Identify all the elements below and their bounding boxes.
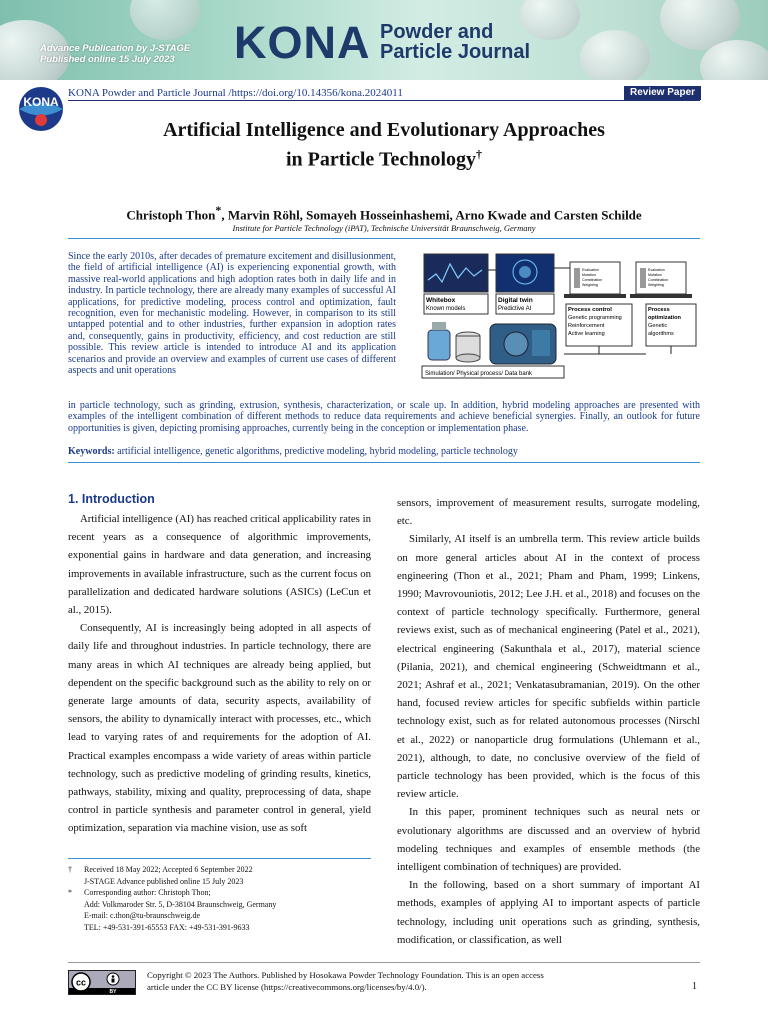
copyright-notice: Copyright © 2023 The Authors. Published by Hosokawa Powder Technology Foundation. This is an open access article under the CC BY license (https://creativecommons.org/licenses/by/4.0/).	[147, 970, 544, 992]
column-left	[68, 510, 371, 838]
paragraph: Similarly, AI itself is an umbrella term. This review article builds on more general articles about AI in the context of process engineering (Thon et al., 2021; Pham and Pham, 1999; Linkens, 1990; Mavrovouniotis, 2012; Lee J.H. et al., 2018) and focuses on the context of particle technology specifically. Furthermore, general reviews exist, such as of mechanical engineering (Patel et al., 2021), electrical engineering (Sakunthala et al., 2017), material science (Pilania, 2021), and chemical engineering (Schweidtmann et al., 2021; Ashraf et al., 2021; Venkatasubramanian, 2019). On the other hand, focused review articles for specific subfields within particle technology exist, such as for related autonomous processes (Nirschl et al., 2022) or nanoparticle drug formulations (Uhlemann et al., 2021), although, to date, no conclusive overview of the field of particle technology has been provided, which is the focus of this review article.	[397, 533, 700, 801]
svg-text:KONA: KONA	[23, 95, 59, 109]
keywords: Keywords: artificial intelligence, genetic algorithms, predictive modeling, hybrid modeling, particle technology	[68, 446, 518, 457]
svg-text:Weighting: Weighting	[582, 283, 598, 287]
footer-rule	[68, 962, 700, 963]
paragraph: sensors, improvement of measurement results, surrogate modeling, etc.	[397, 497, 700, 528]
abstract-part1: Since the early 2010s, after decades of premature excitement and disillusionment, the field of artificial intelligence (AI) is experiencing exponential growth, with massive real-world applications and high adoption rates both in daily life and in industry. In particle technology, there are already many examples of successful AI applications, for predictive modeling, process control and optimization, fault recognition, even for mechanistic modeling. However, in comparison to its still untapped potential and to other industries, further expansion in adoption rates and, consequently, gains in productivity, efficiency, and cost reduction are still possible. This review article is intended to introduce AI and its application scenarios and provide an overview and examples of current use cases of different aspects and unit operations	[68, 251, 396, 377]
header-rule	[68, 100, 700, 101]
affiliation: Institute for Particle Technology (iPAT), Technische Universität Braunschweig, Germany	[232, 223, 536, 233]
author-list: Christoph Thon*, Marvin Röhl, Somayeh Hosseinhashemi, Arno Kwade and Carsten Schilde	[126, 203, 642, 223]
keywords-rule	[68, 462, 700, 463]
svg-text:Whitebox: Whitebox	[426, 297, 456, 304]
kona-logo-icon	[18, 86, 64, 132]
journal-logo-subtitle: Powder and Particle Journal	[380, 21, 531, 63]
svg-text:cc: cc	[75, 977, 87, 988]
svg-text:Genetic programming: Genetic programming	[568, 315, 622, 321]
journal-banner	[0, 0, 768, 80]
reactor-icon	[428, 330, 450, 360]
paragraph: Artificial intelligence (AI) has reached critical applicability rates in recent years as a consequence of algorithmic improvements, exponential gains in hardware and data generation, and increasing improvements in available infrastructure, such as the current focus on parallelization and dedicated hardware solutions (ASICs) (LeCun et al., 2015).	[68, 513, 371, 617]
affiliation-rule	[68, 238, 700, 239]
svg-text:Process: Process	[648, 307, 670, 313]
svg-text:algorithms: algorithms	[648, 331, 674, 337]
svg-text:Genetic: Genetic	[648, 323, 668, 329]
svg-text:Combination: Combination	[582, 278, 603, 282]
footnote-rule	[68, 858, 371, 859]
paper-type-badge: Review Paper	[624, 86, 701, 100]
paragraph: Consequently, AI is increasingly being adopted in all aspects of daily life and throughout industries. In particle technology, there are many areas in which AI techniques are already being applied, but dependent on the specific background such as the ability to rely on or generate large amounts of data, security aspects, availability of sensors, the ability to dynamically interact with processes, etc., which lead to varying rates of and requirements for the adoption of AI. Practical examples encompass a wide variety of areas within particle technology, such as predictive modeling of grinding results, kinetics, pathways, stability, mixing and quality, preprocessing of data, shape control in particle synthesis and parameter control in general, yield optimization, separation via machine vision, use as soft	[68, 622, 371, 835]
svg-text:Combination: Combination	[648, 278, 669, 282]
paper-title: Artificial Intelligence and Evolutionary Approaches in Particle Technology†	[163, 119, 605, 171]
svg-text:Simulation/ Physical process/: Simulation/ Physical process/ Data bank	[425, 371, 533, 377]
page-number: 1	[692, 981, 697, 992]
svg-text:Process control: Process control	[568, 307, 612, 313]
paragraph: In the following, based on a short summary of important AI methods, examples of applying AI to important aspects of particle technology, including unit operations such as grinding, synthesis, modification, or classification, as well	[397, 879, 700, 946]
svg-text:Reinforcement: Reinforcement	[568, 323, 605, 329]
svg-text:BY: BY	[109, 989, 117, 995]
journal-logo-kona: KONA	[234, 17, 371, 68]
section-heading-introduction: 1. Introduction	[68, 492, 155, 506]
paragraph: In this paper, prominent techniques such as neural nets or evolutionary algorithms are discussed and an overview of hybrid modeling techniques and examples of ensemble methods (the intelligent combination of techniques) are provided.	[397, 806, 700, 874]
svg-text:Predictive AI: Predictive AI	[498, 306, 532, 312]
graphical-abstract	[420, 250, 702, 384]
svg-text:Known models: Known models	[426, 306, 466, 312]
svg-text:Digital twin: Digital twin	[498, 297, 533, 304]
decorative-particle	[130, 0, 200, 40]
advance-publication-note: Advance Publication by J-STAGE Published online 15 July 2023	[40, 43, 191, 65]
svg-text:optimization: optimization	[648, 315, 681, 321]
journal-doi-line: KONA Powder and Particle Journal /https://doi.org/10.14356/kona.2024011	[68, 87, 403, 99]
svg-text:Evaluation: Evaluation	[582, 268, 599, 272]
svg-text:Mutation: Mutation	[648, 273, 662, 277]
svg-text:Mutation: Mutation	[582, 273, 596, 277]
decorative-particle	[580, 30, 650, 80]
abstract-part2: in particle technology, such as grinding, extrusion, synthesis, characterization, or scale up. In addition, hybrid modeling approaches are presented with examples of the intelligent combination of different methods to reduce data requirements and achieve beneficial synergies. Finally, an outlook for future opportunities is given, depicting promising approaches, currently being in the conception or implementation phase.	[68, 400, 700, 434]
svg-text:Active learning: Active learning	[568, 331, 605, 337]
cc-by-license-icon	[68, 970, 136, 995]
svg-text:Evaluation: Evaluation	[648, 268, 665, 272]
footnotes: † Received 18 May 2022; Accepted 6 September 2022 J-STAGE Advance published online 15 July 2023 * Corresponding author: Christoph Thon; Add: Volkmaroder Str. 5, D-38104 Braunschweig, Germany E-mail: c.thon@tu-braunschweig.de TEL: +49-531-391-65553 FAX: +49-531-391-9633	[68, 865, 277, 932]
svg-text:Weighting: Weighting	[648, 283, 664, 287]
column-right	[397, 494, 700, 949]
